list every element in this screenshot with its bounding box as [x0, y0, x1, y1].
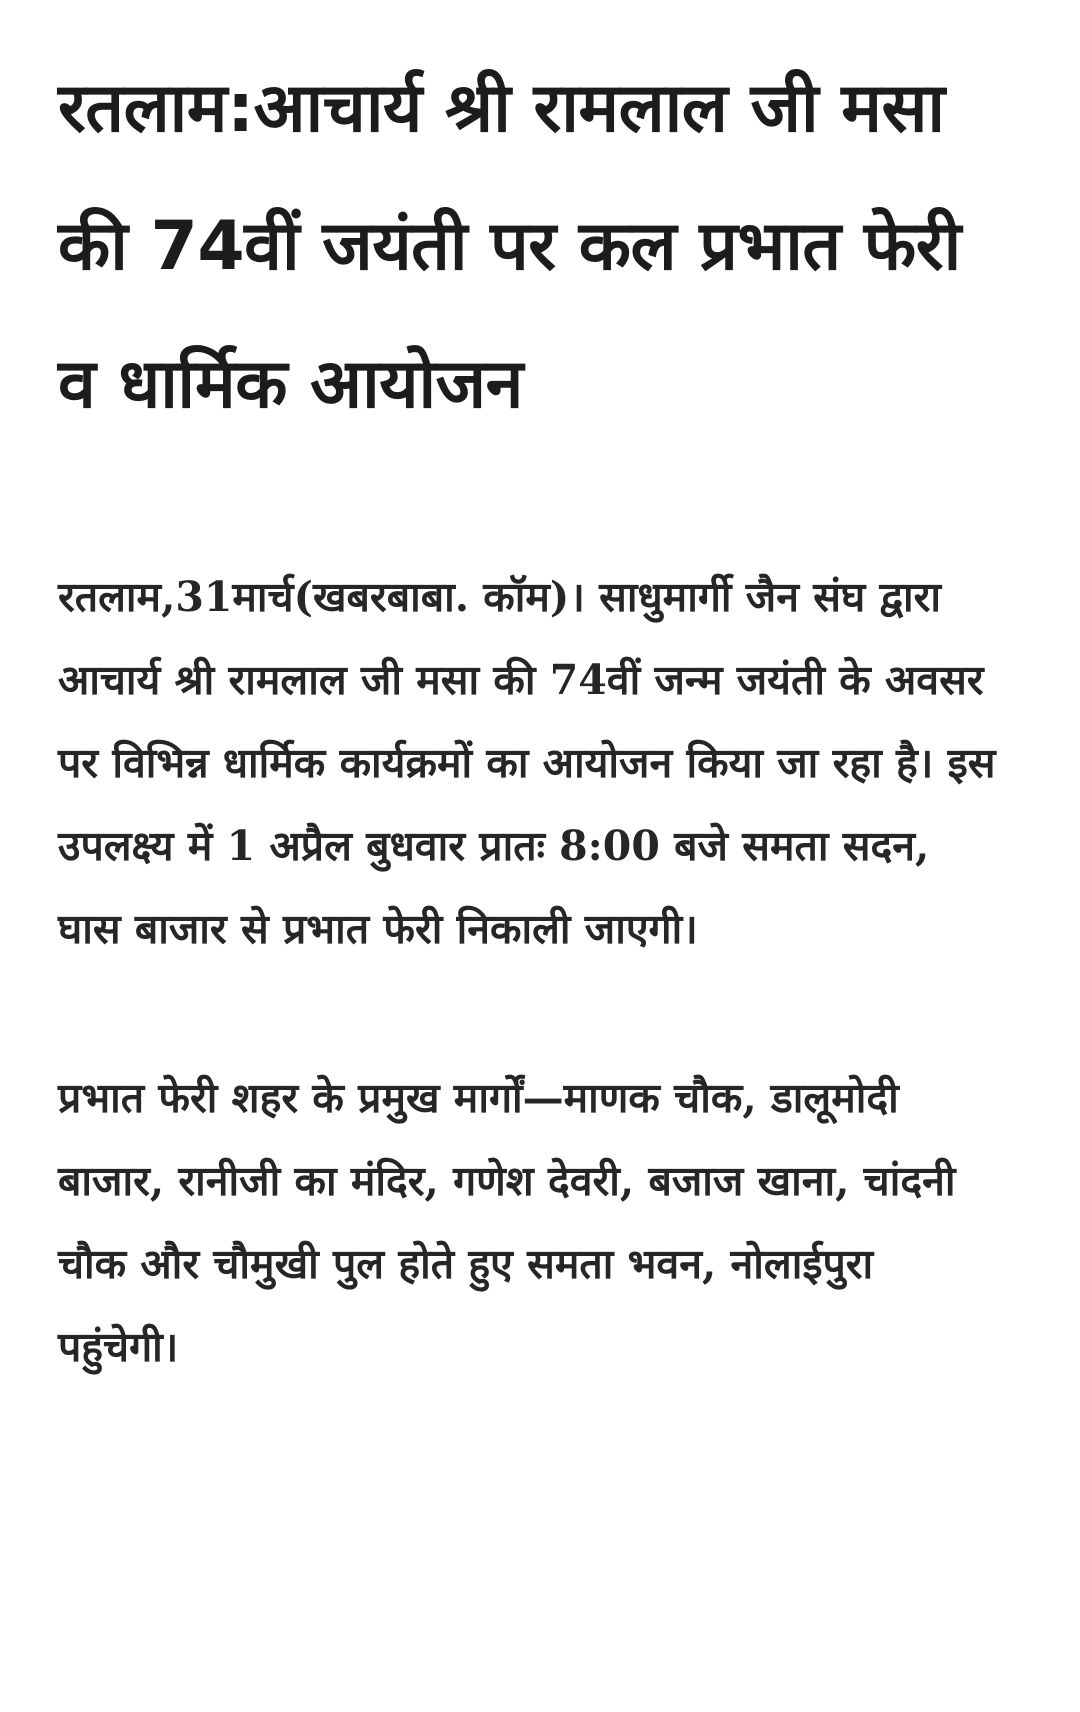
article-body: [58, 556, 998, 1389]
news-article: [58, 40, 998, 1389]
article-paragraph: रतलाम,31मार्च(खबरबाबा. कॉम)। साधुमार्गी जैन संघ द्वारा आचार्य श्री रामलाल जी मसा की 74वीं जन्म जयंती के अवसर पर विभिन्न धार्मिक कार्यक्रमों का आयोजन किया जा रहा है। इस उपलक्ष्य में 1 अप्रैल बुधवार प्रातः 8:00 बजे समता सदन, घास बाजार से प्रभात फेरी निकाली जाएगी।: [58, 573, 996, 953]
article-paragraph: प्रभात फेरी शहर के प्रमुख मार्गों—माणक चौक, डालूमोदी बाजार, रानीजी का मंदिर, गणेश देवरी, बजाज खाना, चांदनी चौक और चौमुखी पुल होते हुए समता भवन, नोलाईपुरा पहुंचेगी।: [58, 1074, 956, 1371]
article-headline: रतलाम:आचार्य श्री रामलाल जी मसा की 74वीं जयंती पर कल प्रभात फेरी व धार्मिक आयोजन: [58, 69, 961, 424]
